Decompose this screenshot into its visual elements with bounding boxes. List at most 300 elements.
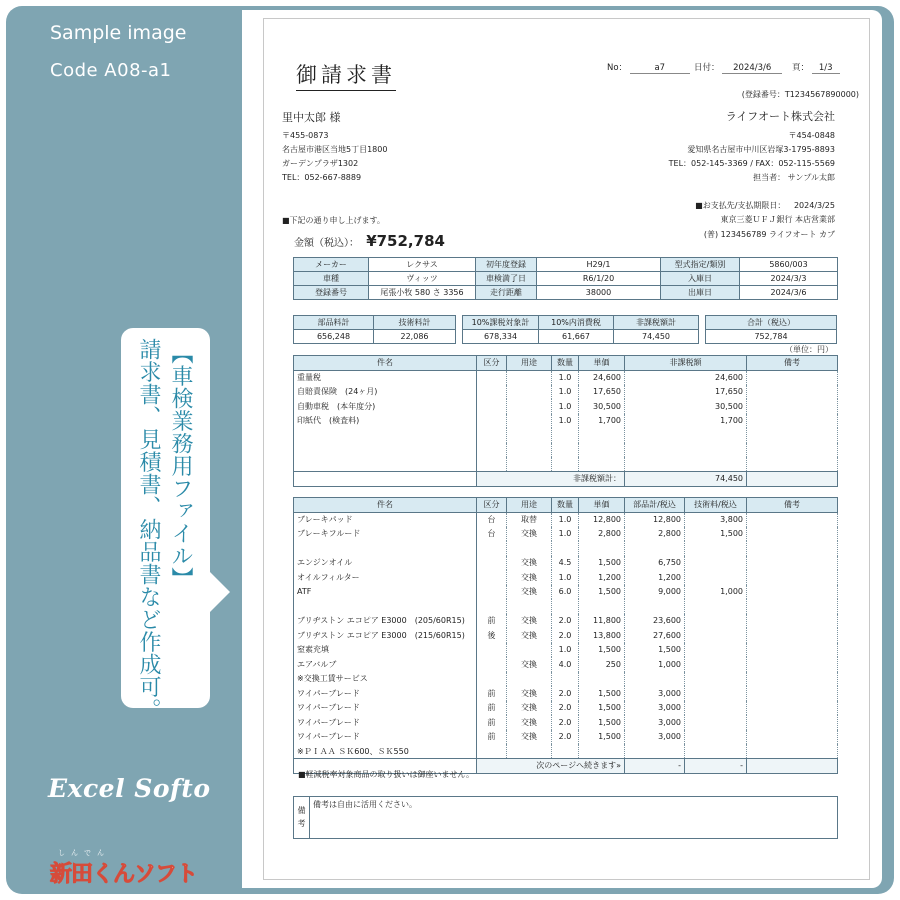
table-cell[interactable] (747, 457, 838, 472)
table-cell[interactable]: 3,000 (625, 730, 685, 745)
table-cell[interactable]: 1.0 (552, 414, 579, 429)
page-number (792, 61, 840, 74)
table-cell[interactable]: 1,000 (625, 657, 685, 672)
table-cell[interactable] (685, 715, 747, 730)
table-cell[interactable]: エンジンオイル (294, 556, 477, 571)
table-cell[interactable]: ブリヂストン エコピア E3000 (205/60R15) (294, 614, 477, 629)
table-cell[interactable] (477, 643, 507, 658)
parts-tech-totals (293, 315, 456, 344)
customer-zip: 〒455-0873 (282, 131, 329, 140)
table-row (294, 570, 838, 585)
table-header-row (294, 498, 838, 513)
table-cell[interactable]: ブレーキパッド (294, 512, 477, 527)
table-row (294, 457, 838, 472)
table-cell[interactable]: 交換 (507, 585, 552, 600)
table-cell[interactable]: 交換 (507, 730, 552, 745)
table-cell[interactable] (747, 414, 838, 429)
table-cell[interactable]: 前 (477, 614, 507, 629)
table-cell[interactable] (625, 457, 747, 472)
vehicle-field-label: 車検満了日 (476, 272, 537, 286)
table-cell[interactable]: ブリヂストン エコピア E3000 (215/60R15) (294, 628, 477, 643)
table-cell[interactable]: 前 (477, 730, 507, 745)
table-cell[interactable] (477, 399, 507, 414)
nontax-total-value: 74,450 (614, 330, 699, 344)
table-cell[interactable]: 24,600 (579, 370, 625, 385)
table-cell[interactable] (477, 599, 507, 614)
column-header: 非課税額 (625, 356, 747, 371)
vehicle-field-label: 入庫日 (661, 272, 740, 286)
table-cell[interactable] (294, 457, 477, 472)
table-cell[interactable]: 交換 (507, 527, 552, 542)
vehicle-field-value: R6/1/20 (537, 272, 661, 286)
table-cell[interactable]: 12,800 (625, 512, 685, 527)
column-header: 件名 (294, 356, 477, 371)
customer-address-1: 名古屋市港区当地5丁目1800 (282, 145, 388, 154)
table-cell[interactable]: 30,500 (579, 399, 625, 414)
tech-total-label: 技術料計 (374, 316, 456, 330)
table-cell[interactable] (747, 599, 838, 614)
table-cell[interactable] (552, 744, 579, 759)
table-cell[interactable] (625, 428, 747, 443)
table-cell[interactable] (625, 541, 685, 556)
table-cell[interactable]: 1.0 (552, 570, 579, 585)
table-row (294, 399, 838, 414)
table-cell[interactable]: 24,600 (625, 370, 747, 385)
table-cell[interactable]: 1,500 (579, 686, 625, 701)
table-cell[interactable] (685, 556, 747, 571)
table-cell[interactable] (685, 744, 747, 759)
table-cell[interactable]: 2.0 (552, 730, 579, 745)
table-cell[interactable] (685, 541, 747, 556)
table-cell[interactable]: 1.0 (552, 370, 579, 385)
company-name: ライフオート株式会社 (725, 110, 835, 123)
table-cell[interactable]: 2.0 (552, 614, 579, 629)
table-cell[interactable]: 2.0 (552, 686, 579, 701)
table-cell[interactable]: 3,000 (625, 701, 685, 716)
vehicle-field-value: ヴィッツ (369, 272, 476, 286)
table-cell[interactable] (685, 672, 747, 687)
table-cell[interactable] (552, 443, 579, 458)
table-cell[interactable]: 30,500 (625, 399, 747, 414)
table-cell[interactable]: ※ＰＩＡＡ ＳＫ600、ＳＫ550 (294, 744, 477, 759)
vehicle-field-value: 尾張小牧 580 さ 3356 (369, 286, 476, 300)
table-row (294, 414, 838, 429)
table-cell[interactable] (477, 428, 507, 443)
table-cell[interactable] (747, 628, 838, 643)
column-header: 区分 (477, 498, 507, 513)
table-cell[interactable]: 6,750 (625, 556, 685, 571)
table-cell[interactable]: 3,000 (625, 686, 685, 701)
vehicle-field-label: メーカー (294, 258, 369, 272)
table-cell[interactable] (477, 457, 507, 472)
table-cell[interactable]: 1.0 (552, 527, 579, 542)
parts-items-table (293, 497, 838, 774)
table-cell[interactable]: 2,800 (579, 527, 625, 542)
table-cell[interactable] (552, 599, 579, 614)
table-cell[interactable]: 前 (477, 715, 507, 730)
table-cell[interactable] (685, 686, 747, 701)
company-person: 担当者： サンプル太郎 (753, 173, 835, 182)
table-cell[interactable]: 13,800 (579, 628, 625, 643)
table-cell[interactable]: 1,200 (579, 570, 625, 585)
remarks-box (293, 796, 838, 839)
nontax-sum-row (294, 472, 838, 487)
table-cell[interactable]: 1.0 (552, 643, 579, 658)
date-value: 2024/3/6 (722, 63, 782, 74)
table-cell[interactable]: 1,700 (625, 414, 747, 429)
table-cell[interactable] (625, 744, 685, 759)
table-cell[interactable] (507, 385, 552, 400)
table-cell[interactable] (477, 370, 507, 385)
table-cell[interactable]: 11,800 (579, 614, 625, 629)
table-cell[interactable]: 17,650 (579, 385, 625, 400)
table-cell[interactable] (507, 541, 552, 556)
table-cell[interactable] (747, 672, 838, 687)
table-cell[interactable]: 1,200 (625, 570, 685, 585)
table-cell[interactable] (477, 570, 507, 585)
vehicle-row (294, 286, 838, 300)
remarks-text[interactable]: 備考は自由に活用ください。 (310, 797, 838, 839)
table-cell[interactable]: ワイパーブレード (294, 715, 477, 730)
no-label: No： (607, 63, 628, 73)
table-cell[interactable] (747, 643, 838, 658)
table-cell[interactable] (552, 428, 579, 443)
table-cell[interactable] (747, 730, 838, 745)
table-cell[interactable] (747, 428, 838, 443)
nontax-sum-label: 非課税額計： (477, 472, 625, 487)
company-zip: 〒454-0848 (788, 131, 835, 140)
table-cell[interactable] (552, 672, 579, 687)
table-cell[interactable]: 台 (477, 527, 507, 542)
table-row (294, 599, 838, 614)
table-cell[interactable] (507, 399, 552, 414)
vehicle-row (294, 272, 838, 286)
table-cell[interactable] (579, 457, 625, 472)
nontax-total-label: 非課税額計 (614, 316, 699, 330)
table-row (294, 585, 838, 600)
table-cell[interactable] (477, 556, 507, 571)
table-cell[interactable] (625, 599, 685, 614)
table-cell[interactable] (747, 556, 838, 571)
table-cell[interactable] (685, 643, 747, 658)
nontax-items-table (293, 355, 838, 487)
table-row (294, 730, 838, 745)
table-cell[interactable]: ワイパーブレード (294, 686, 477, 701)
table-cell[interactable]: 1.0 (552, 385, 579, 400)
table-row (294, 628, 838, 643)
table-cell[interactable]: オイルフィルター (294, 570, 477, 585)
table-cell[interactable] (747, 585, 838, 600)
table-row (294, 686, 838, 701)
table-cell[interactable]: 2,800 (625, 527, 685, 542)
vehicle-field-value: 5860/003 (740, 258, 838, 272)
invoice-date (694, 61, 782, 74)
table-cell[interactable]: 交換 (507, 701, 552, 716)
table-cell[interactable] (507, 672, 552, 687)
table-cell[interactable] (507, 744, 552, 759)
table-cell[interactable] (747, 744, 838, 759)
table-cell[interactable]: ブレーキフルード (294, 527, 477, 542)
column-header: 備考 (747, 356, 838, 371)
table-cell[interactable]: 交換 (507, 614, 552, 629)
no-value: a7 (630, 63, 690, 74)
table-cell[interactable] (747, 701, 838, 716)
table-cell[interactable]: 交換 (507, 715, 552, 730)
table-cell[interactable] (685, 599, 747, 614)
table-cell[interactable]: ワイパーブレード (294, 701, 477, 716)
table-cell[interactable] (294, 428, 477, 443)
code-label: Code A08-a1 (50, 60, 172, 81)
table-cell[interactable]: 1.0 (552, 512, 579, 527)
table-cell[interactable]: 12,800 (579, 512, 625, 527)
table-cell[interactable] (294, 599, 477, 614)
table-cell[interactable] (477, 443, 507, 458)
table-cell[interactable] (507, 643, 552, 658)
logo-text: 新田くんソフト (50, 862, 198, 887)
table-cell[interactable]: 交換 (507, 556, 552, 571)
table-cell[interactable] (507, 599, 552, 614)
table-cell[interactable]: 交換 (507, 657, 552, 672)
table-row (294, 614, 838, 629)
table-cell[interactable]: 1,500 (579, 643, 625, 658)
page-value: 1/3 (812, 63, 840, 74)
table-cell[interactable] (747, 512, 838, 527)
table-cell[interactable] (747, 541, 838, 556)
parts-total-label: 部品料計 (294, 316, 374, 330)
table-cell[interactable]: 3,800 (685, 512, 747, 527)
bubble-line-1: 【車検業務用ファイル】 (168, 342, 193, 590)
table-cell[interactable] (685, 657, 747, 672)
table-cell[interactable]: 27,600 (625, 628, 685, 643)
tax-total-label: 10%内消費税 (539, 316, 614, 330)
sum-note (747, 472, 838, 487)
table-cell[interactable]: 2.0 (552, 628, 579, 643)
customer-address-2: ガーデンプラザ1302 (282, 159, 359, 168)
taxable-total-label: 10%課税対象計 (463, 316, 539, 330)
remarks-label (294, 797, 310, 839)
table-cell[interactable]: 250 (579, 657, 625, 672)
table-cell[interactable]: 1,500 (685, 527, 747, 542)
table-cell[interactable] (477, 585, 507, 600)
table-cell[interactable] (294, 443, 477, 458)
table-cell[interactable]: ATF (294, 585, 477, 600)
table-cell[interactable]: 交換 (507, 628, 552, 643)
bank-account: (普) 123456789 ライフオート カブ (703, 230, 835, 239)
bubble-arrow (208, 570, 230, 614)
vehicle-row (294, 258, 838, 272)
date-label: 日付： (694, 63, 720, 73)
table-cell[interactable] (625, 443, 747, 458)
column-header: 単価 (579, 356, 625, 371)
remarks-label-2: 考 (297, 818, 306, 828)
column-header: 区分 (477, 356, 507, 371)
table-cell[interactable] (294, 541, 477, 556)
customer-tel: TEL：052-667-8889 (282, 173, 362, 182)
table-cell[interactable]: 4.5 (552, 556, 579, 571)
remarks-label-1: 備 (297, 805, 306, 815)
table-cell[interactable] (747, 443, 838, 458)
sum-spacer (294, 472, 477, 487)
column-header: 件名 (294, 498, 477, 513)
table-row (294, 715, 838, 730)
table-cell[interactable] (552, 541, 579, 556)
column-header: 用途 (507, 356, 552, 371)
table-cell[interactable] (747, 715, 838, 730)
table-cell[interactable]: 前 (477, 686, 507, 701)
table-cell[interactable] (579, 541, 625, 556)
registration-number: (登録番号：T1234567890000) (741, 90, 859, 99)
table-cell[interactable]: 窒素充填 (294, 643, 477, 658)
table-cell[interactable]: 2.0 (552, 701, 579, 716)
table-cell[interactable]: 23,600 (625, 614, 685, 629)
description-bubble (121, 328, 210, 721)
table-cell[interactable] (552, 457, 579, 472)
table-row (294, 657, 838, 672)
table-row (294, 672, 838, 687)
table-cell[interactable]: 台 (477, 512, 507, 527)
table-cell[interactable] (507, 457, 552, 472)
nontax-sum-value: 74,450 (625, 472, 747, 487)
continue-parts: - (625, 759, 685, 774)
table-cell[interactable] (747, 657, 838, 672)
grand-total-value: 752,784 (706, 330, 837, 344)
table-cell[interactable] (579, 443, 625, 458)
table-cell[interactable] (507, 428, 552, 443)
table-row (294, 701, 838, 716)
table-cell[interactable] (477, 672, 507, 687)
grand-total (705, 315, 837, 344)
table-cell[interactable] (747, 527, 838, 542)
bubble-line-2: 請求書、見積書、納品書など作成可。 (136, 338, 161, 721)
continue-tech: - (685, 759, 747, 774)
table-cell[interactable]: 後 (477, 628, 507, 643)
unit-label: （単位：円） (785, 345, 833, 354)
table-cell[interactable]: 1,500 (625, 643, 685, 658)
table-cell[interactable] (685, 730, 747, 745)
table-cell[interactable]: 前 (477, 701, 507, 716)
table-cell[interactable] (507, 370, 552, 385)
table-cell[interactable]: 1,500 (579, 556, 625, 571)
table-cell[interactable]: 3,000 (625, 715, 685, 730)
table-cell[interactable]: 自賠責保険 (24ヶ月) (294, 385, 477, 400)
table-row (294, 744, 838, 759)
table-cell[interactable]: エアバルブ (294, 657, 477, 672)
document-title: 御請求書 (296, 59, 396, 91)
logo (50, 848, 200, 888)
table-cell[interactable] (685, 614, 747, 629)
vehicle-field-value: H29/1 (537, 258, 661, 272)
table-cell[interactable]: 4.0 (552, 657, 579, 672)
table-cell[interactable] (747, 385, 838, 400)
table-cell[interactable]: 交換 (507, 570, 552, 585)
table-cell[interactable]: 2.0 (552, 715, 579, 730)
vehicle-field-value: 2024/3/3 (740, 272, 838, 286)
table-cell[interactable]: 重量税 (294, 370, 477, 385)
invoice-number (607, 61, 690, 74)
table-cell[interactable]: 17,650 (625, 385, 747, 400)
table-cell[interactable]: 交換 (507, 686, 552, 701)
table-cell[interactable] (625, 672, 685, 687)
table-cell[interactable] (747, 686, 838, 701)
parts-total-value: 656,248 (294, 330, 374, 344)
table-row (294, 385, 838, 400)
table-cell[interactable]: 1,000 (685, 585, 747, 600)
table-cell[interactable] (477, 414, 507, 429)
table-cell[interactable]: 1,500 (579, 715, 625, 730)
table-cell[interactable] (477, 657, 507, 672)
table-cell[interactable] (579, 428, 625, 443)
customer-name: 里中太郎 様 (282, 111, 341, 124)
table-header-row (294, 356, 838, 371)
table-cell[interactable]: 6.0 (552, 585, 579, 600)
continue-label[interactable]: 次のページへ続きます» (477, 759, 625, 774)
table-cell[interactable] (685, 570, 747, 585)
table-row (294, 541, 838, 556)
vehicle-field-label: 走行距離 (476, 286, 537, 300)
invoice-document (263, 18, 870, 880)
table-cell[interactable] (747, 614, 838, 629)
table-row (294, 512, 838, 527)
table-cell[interactable] (507, 443, 552, 458)
table-cell[interactable]: 印紙代 (検査料) (294, 414, 477, 429)
table-row (294, 443, 838, 458)
payment-label: ■お支払先/支払期限日： (695, 201, 786, 210)
payment-info (695, 200, 835, 211)
tax-footnote: ■軽減税率対象商品の取り扱いは御座いません。 (298, 770, 475, 779)
table-cell[interactable] (747, 570, 838, 585)
payment-date: 2024/3/25 (793, 201, 835, 210)
amount-value: ¥752,784 (366, 232, 445, 250)
vehicle-field-label: 初年度登録 (476, 258, 537, 272)
table-cell[interactable]: 1,500 (579, 701, 625, 716)
table-cell[interactable] (507, 414, 552, 429)
vehicle-field-value: レクサス (369, 258, 476, 272)
vehicle-field-label: 型式指定/類別 (661, 258, 740, 272)
table-cell[interactable]: 取替 (507, 512, 552, 527)
table-cell[interactable] (579, 599, 625, 614)
table-cell[interactable] (579, 672, 625, 687)
table-cell[interactable]: 9,000 (625, 585, 685, 600)
table-cell[interactable] (747, 399, 838, 414)
table-cell[interactable] (477, 541, 507, 556)
page-label: 頁： (792, 63, 810, 73)
taxable-total-value: 678,334 (463, 330, 539, 344)
table-cell[interactable]: ワイパーブレード (294, 730, 477, 745)
table-cell[interactable] (477, 385, 507, 400)
table-cell[interactable]: 1.0 (552, 399, 579, 414)
vehicle-field-value: 38000 (537, 286, 661, 300)
table-cell[interactable]: 自動車税 (本年度分) (294, 399, 477, 414)
amount-label: 金額（税込）： (294, 238, 359, 249)
table-cell[interactable] (685, 628, 747, 643)
company-address: 愛知県名古屋市中川区岩塚3-1795-8893 (687, 145, 835, 154)
billing-intro: ■下記の通り申し上げます。 (282, 216, 385, 225)
table-cell[interactable] (747, 370, 838, 385)
table-cell[interactable]: 1,700 (579, 414, 625, 429)
table-cell[interactable]: ※交換工賃サービス (294, 672, 477, 687)
table-cell[interactable] (477, 744, 507, 759)
column-header: 備考 (747, 498, 838, 513)
table-cell[interactable]: 1,500 (579, 730, 625, 745)
table-cell[interactable]: 1,500 (579, 585, 625, 600)
table-cell[interactable] (685, 701, 747, 716)
continue-note (747, 759, 838, 774)
column-header: 部品計/税込 (625, 498, 685, 513)
column-header: 単価 (579, 498, 625, 513)
table-cell[interactable] (579, 744, 625, 759)
vehicle-table (293, 257, 838, 300)
vehicle-field-value: 2024/3/6 (740, 286, 838, 300)
